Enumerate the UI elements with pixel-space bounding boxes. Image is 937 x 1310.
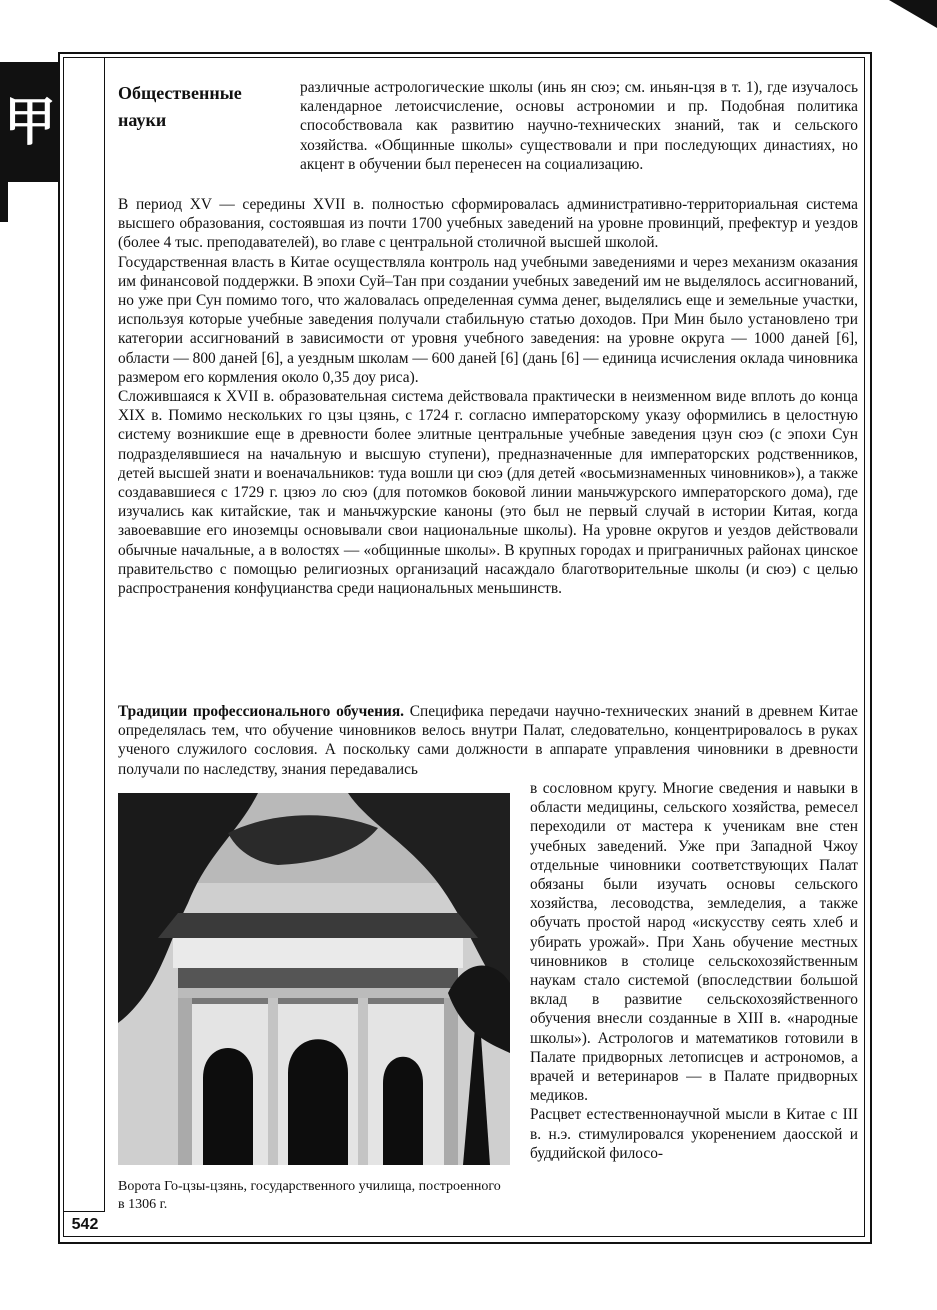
paragraph-2: Государственная власть в Китае осуществляла контроль над учебными заведениями и через механизм оказания им финансовой поддержки. В эпохи Суй–Тан при создании учебных заведений им не выделялось ассигнований, но уже при Сун помимо того, что жаловалась определенная сумма денег, выделялись еще и земельные участки, используя которые учебные заведения получали стабильную статью доходов. При Мин было установлено три категории ассигнований в зависимости от уровня учебного заведения: на уровне округа — 1000 даней [6], области — 800 даней [6], а уездным школам — 600 даней [6] (дань [6] — единица исчисления оклада чиновника размером его кормления около 0,35 доу риса). [118,253,858,386]
main-text-block [118,195,858,598]
section2-lead-paragraph [118,702,858,779]
section2-lead-block [118,702,858,779]
gate-photo-image [118,793,510,1165]
corner-mark [889,0,937,28]
side-tab-tail [0,182,8,222]
intro-block [300,78,858,174]
gate-photo [118,793,510,1165]
right-column-block [530,779,858,1163]
page-number: 542 [71,1216,99,1233]
section2-run-in-heading: Традиции профессионального обучения. [118,703,404,720]
paragraph-1: В период XV — середины XVII в. полностью сформировалась административно-территориальная система высшего образования, состоявшая из почти 1700 учебных заведений на уровне провинций, префектур и уездов (более 4 тыс. преподавателей), во главе с центральной столичной высшей школой. [118,196,858,252]
side-glyph: 甲 [4,92,57,153]
right-column-paragraph-2: Расцвет естественнонаучной мысли в Китае с III в. н.э. стимулировался укоренением даосской и буддийской филосо- [530,1106,858,1162]
section-heading: Общественные науки [118,83,242,130]
paragraph-3: Сложившаяся к XVII в. образовательная система действовала практически в неизменном виде вплоть до конца XIX в. Помимо нескольких го цзы цзянь, с 1724 г. согласно императорскому указу оформились в целостную систему возникшие еще в древности более элитные центральные учебные заведения цзун сюэ (с эпохи Сун подразделявшиеся на начальную и высшую ступени), предназначенные для императорских родственников, детей высшей знати и военачальников: туда вошли ци сюэ (для детей «восьмизнаменных чиновников»), а также создававшиеся с 1729 г. цзюэ ло сюэ (для потомков боковой линии маньчжурского императорского дома), где изучались как китайские, так и маньчжурские каноны (это был не первый случай в истории Китая, когда завоевавшие его иноземцы основывали свои национальные школы). На уровне округов и уездов действовали обычные начальные, а в волостях — «общинные школы». В крупных городах и приграничных районах цинское правительство с помощью религиозных организаций насаждало благотворительные школы (и сюэ) с целью распространения конфуцианства среди национальных меньшинств. [118,388,858,598]
margin-rule [104,57,105,1211]
intro-paragraph: различные астрологические школы (инь ян сюэ; см. иньян-цзя в т. 1), где изучалось календарное летоисчисление, основы астрономии и пр. Подобная политика способствовала как развитию научно-технических знаний, так и сельского хозяйства. «Общинные школы» существовали и при последующих династиях, но акцент в обучении был перенесен на социализацию. [300,79,858,173]
right-column-paragraph-1: в сословном кругу. Многие сведения и навыки в области медицины, сельского хозяйства, ремесел переходили от мастера к ученикам вне стен учебных заведений. Уже при Западной Чжоу отдельные чиновники соответствующих Палат обязаны были изучать основы сельского хозяйства, лесоводства, земледелия, а также обучать простой народ «искусству сеять хлеб и убирать урожай». При Хань обучение местных чиновников в столице сельскохозяйственным наукам стало системой (впоследствии большой вклад в развитие сельскохозяйственного обучения внесли созданные в XIII в. «народные школы»). Астрологов и математиков готовили в Палате придворных летописцев и астрономов, а врачей и ветеринаров — в Палате придворных медиков. [530,780,858,1105]
page-number-rule [63,1211,105,1212]
figure-caption: Ворота Го-цзы-цзянь, государственного училища, построенного в 1306 г. [118,1179,501,1212]
section2-lead-text: Специфика передачи научно-технических знаний в древнем Китае определялась тем, что обучение чиновников велось внутри Палат, следовательно, концентрировалось в руках ученого служилого сословия. А поскольку сами должности в аппарате управления чиновники в древности получали по наследству, знания передавались [118,703,859,778]
